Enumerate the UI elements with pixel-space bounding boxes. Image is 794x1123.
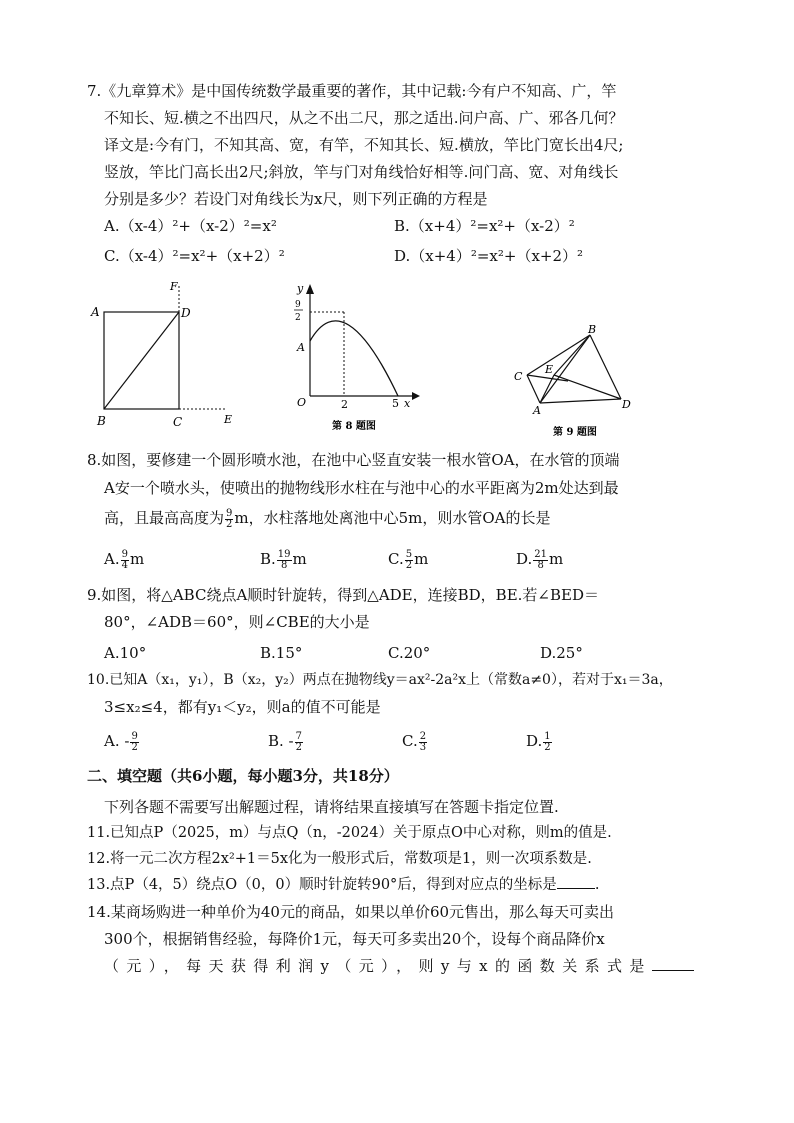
q10-option-b: B. - $\frac{7}{2}$ xyxy=(268,730,303,753)
q8-line-3: 高，且最高高度为 $\frac{9}{2}$ m，水柱落地处离池中心5m，则水管OA的长是 xyxy=(104,507,551,530)
q14-line-2: 300个，根据销售经验，每降价1元，每天可多卖出20个，设每个商品降价x xyxy=(104,930,605,948)
fig9-caption: 第 9 题图 xyxy=(553,427,597,438)
door-diagonal xyxy=(104,312,179,409)
q7-line-5: 分别是多少？若设门对角线长为x尺，则下列正确的方程是 xyxy=(104,190,488,208)
y-axis-arrow xyxy=(306,284,314,294)
q10-line-1: 10.已知A（x₁，y₁），B（x₂，y₂）两点在抛物线y＝ax²-2a²x上（常数a≠0），若对于x₁＝3a， xyxy=(87,672,673,688)
section-2-instruction: 下列各题不需要写出解题过程，请将结果直接填写在答题卡指定位置. xyxy=(104,798,559,816)
q7-line-4: 竖放，竿比门高长出2尺;斜放，竿与门对角线恰好相等.问门高、宽、对角线长 xyxy=(104,163,619,181)
q8-option-b: B. $\frac{19}{8}$ m xyxy=(260,548,307,571)
q10-line-2: 3≤x₂≤4，都有y₁＜y₂，则a的值不可能是 xyxy=(104,698,381,716)
q7-line-3: 译文是:今有门，不知其高、宽，有竿，不知其长、短.横放，竿比门宽长出4尺; xyxy=(104,136,624,154)
label-b: B xyxy=(588,323,597,336)
point-a-label: A xyxy=(297,341,305,354)
y-axis-label: y xyxy=(297,282,304,295)
q7-option-b: B.（x+4）²=x²+（x-2）² xyxy=(394,217,575,235)
section-2-title: 二、填空题（共6小题，每小题3分，共18分） xyxy=(87,767,399,785)
q12-text: 12.将一元二次方程2x²+1＝5x化为一般形式后，常数项是1，则一次项系数是. xyxy=(87,851,592,867)
x-axis-arrow xyxy=(412,392,420,400)
q8-option-a: A. $\frac{9}{4}$ m xyxy=(104,548,145,571)
parabola-curve xyxy=(310,321,398,396)
q10-option-d: D. $\frac{1}{2}$ xyxy=(526,730,551,753)
q8-figure xyxy=(280,282,420,434)
q9-option-c: C.20° xyxy=(388,644,431,662)
q14-line-1: 14.某商场购进一种单价为40元的商品，如果以单价60元售出，那么每天可卖出 xyxy=(87,903,615,921)
q14-line-3: （元），每天获得利润y（元），则y与x的函数关系式是 xyxy=(104,955,694,977)
q13-answer-blank[interactable] xyxy=(557,874,595,889)
label-a: A xyxy=(91,305,100,319)
q9-figure xyxy=(510,320,640,442)
q10-option-a: A. - $\frac{9}{2}$ xyxy=(104,730,138,753)
q9-line-2: 80°，∠ADB＝60°，则∠CBE的大小是 xyxy=(104,613,370,631)
q7-option-c: C.（x-4）²=x²+（x+2）² xyxy=(104,247,285,265)
q13-text: 13.点P（4，5）绕点O（0，0）顺时针旋转90°后，得到对应点的坐标是 . xyxy=(87,874,599,896)
q7-line-1: 7.《九章算术》是中国传统数学最重要的著作，其中记载:今有户不知高、广，竿 xyxy=(87,82,617,100)
q7-line-2: 不知长、短.横之不出四尺，从之不出二尺，那之适出.问户高、广、邪各几何？ xyxy=(104,109,624,127)
fig8-caption: 第 8 题图 xyxy=(332,421,376,432)
q9-option-b: B.15° xyxy=(260,644,303,662)
origin-label: O xyxy=(297,396,307,409)
q7-figure xyxy=(85,278,255,433)
q9-option-a: A.10° xyxy=(104,644,147,662)
label-e: E xyxy=(224,413,233,426)
x-axis-label: x xyxy=(404,397,411,410)
q8-line-2: A安一个喷水头，使喷出的抛物线形水柱在与池中心的水平距离为2m处达到最 xyxy=(104,479,619,497)
label-c: C xyxy=(514,370,523,383)
q8-line-1: 8.如图，要修建一个圆形喷水池，在池中心竖直安装一根水管OA，在水管的顶端 xyxy=(87,451,620,469)
tick-5: 5 xyxy=(392,397,399,410)
label-d: D xyxy=(622,398,631,411)
label-a: A xyxy=(533,404,541,417)
q14-answer-blank[interactable] xyxy=(652,956,694,971)
q7-option-a: A.（x-4）²+（x-2）²=x² xyxy=(104,217,277,235)
q8-peak-fraction: $\frac{9}{2}$ xyxy=(226,507,233,530)
label-f: F xyxy=(170,280,178,293)
q11-text: 11.已知点P（2025，m）与点Q（n，-2024）关于原点O中心对称，则m的值是. xyxy=(87,825,612,841)
label-c: C xyxy=(173,415,183,429)
q9-line-1: 9.如图，将△ABC绕点A顺时针旋转，得到△ADE，连接BD，BE.若∠BED＝ xyxy=(87,586,599,604)
q8-option-c: C. $\frac{5}{2}$ m xyxy=(388,548,429,571)
peak-denominator: 2 xyxy=(295,313,301,323)
label-e: E xyxy=(545,363,554,376)
label-b: B xyxy=(97,414,106,428)
q8-option-d: D. $\frac{21}{8}$ m xyxy=(516,548,564,571)
q9-option-d: D.25° xyxy=(540,644,583,662)
peak-numerator: 9 xyxy=(295,300,301,310)
q10-option-c: C. $\frac{2}{3}$ xyxy=(402,730,427,753)
tick-2: 2 xyxy=(341,398,348,411)
q7-option-d: D.（x+4）²=x²+（x+2）² xyxy=(394,247,584,265)
label-d: D xyxy=(181,306,191,320)
